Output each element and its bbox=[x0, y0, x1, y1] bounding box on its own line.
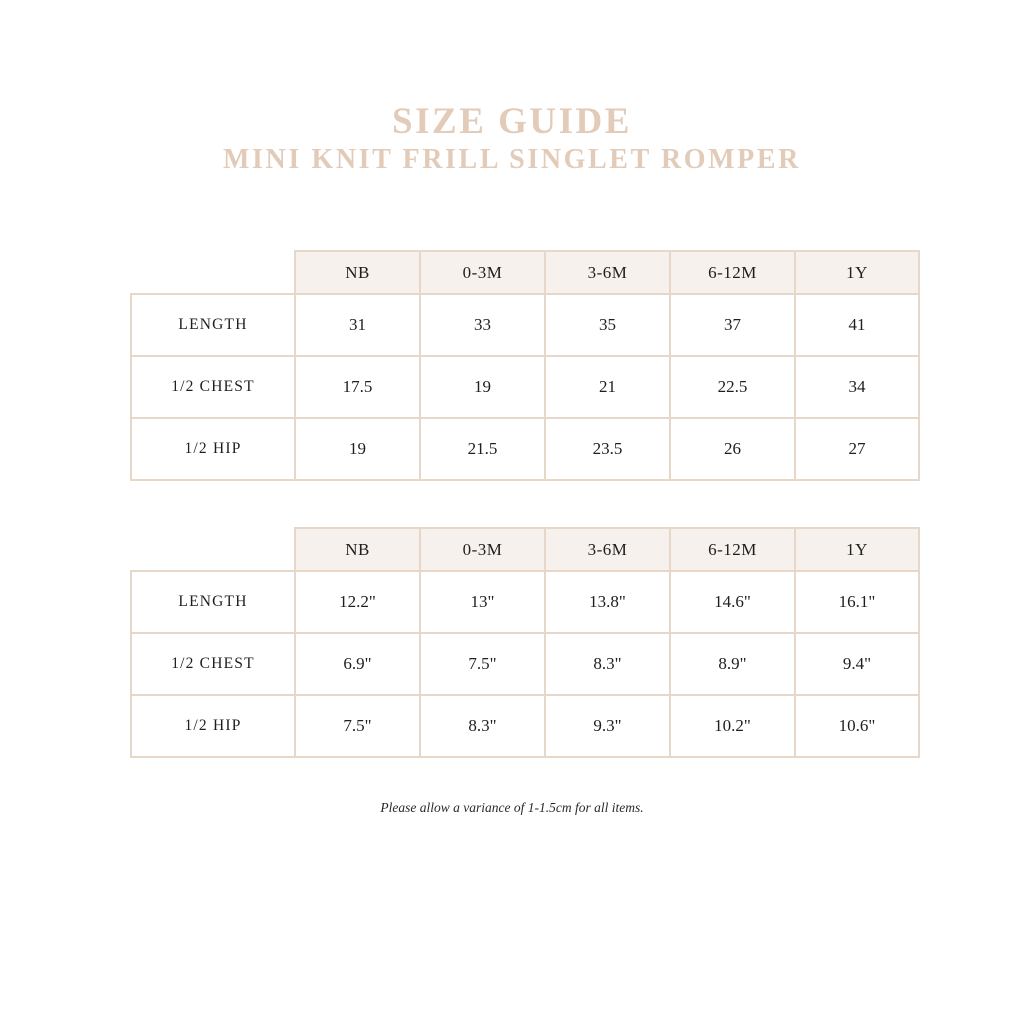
size-header-nb: NB bbox=[295, 528, 420, 571]
size-header-3-6m: 3-6M bbox=[545, 251, 670, 294]
table-cell: 17.5 bbox=[295, 356, 420, 418]
row-label-half-chest: 1/2 CHEST bbox=[131, 356, 295, 418]
table-cell: 7.5" bbox=[420, 633, 545, 695]
table-cell: 7.5" bbox=[295, 695, 420, 757]
table-cell: 35 bbox=[545, 294, 670, 356]
variance-note: Please allow a variance of 1-1.5cm for all items. bbox=[380, 800, 644, 815]
table-cell: 27 bbox=[795, 418, 919, 480]
row-label-length: LENGTH bbox=[131, 571, 295, 633]
size-header-3-6m: 3-6M bbox=[545, 528, 670, 571]
table-cell: 41 bbox=[795, 294, 919, 356]
table-row bbox=[131, 356, 919, 418]
table-cell: 13" bbox=[420, 571, 545, 633]
table-cell: 6.9" bbox=[295, 633, 420, 695]
table-cell: 8.9" bbox=[670, 633, 795, 695]
table-cell: 19 bbox=[295, 418, 420, 480]
table-header-row bbox=[131, 251, 919, 294]
table-cell: 8.3" bbox=[420, 695, 545, 757]
size-header-6-12m: 6-12M bbox=[670, 251, 795, 294]
table-row bbox=[131, 695, 919, 757]
size-header-0-3m: 0-3M bbox=[420, 528, 545, 571]
row-label-half-chest: 1/2 CHEST bbox=[131, 633, 295, 695]
table-cell: 34 bbox=[795, 356, 919, 418]
page-title: SIZE GUIDE bbox=[392, 101, 632, 142]
corner-cell bbox=[131, 528, 295, 571]
table-cell: 26 bbox=[670, 418, 795, 480]
table-cell: 21.5 bbox=[420, 418, 545, 480]
table-row bbox=[131, 633, 919, 695]
table-cell: 37 bbox=[670, 294, 795, 356]
row-label-length: LENGTH bbox=[131, 294, 295, 356]
table-cell: 19 bbox=[420, 356, 545, 418]
size-header-1y: 1Y bbox=[795, 528, 919, 571]
size-header-1y: 1Y bbox=[795, 251, 919, 294]
table-cell: 16.1" bbox=[795, 571, 919, 633]
cm-size-table bbox=[130, 250, 920, 481]
table-cell: 10.6" bbox=[795, 695, 919, 757]
table-cell: 23.5 bbox=[545, 418, 670, 480]
table-row bbox=[131, 571, 919, 633]
table-row bbox=[131, 294, 919, 356]
table-cell: 8.3" bbox=[545, 633, 670, 695]
size-header-6-12m: 6-12M bbox=[670, 528, 795, 571]
size-header-nb: NB bbox=[295, 251, 420, 294]
table-cell: 9.3" bbox=[545, 695, 670, 757]
table-cell: 13.8" bbox=[545, 571, 670, 633]
table-cell: 9.4" bbox=[795, 633, 919, 695]
table-row bbox=[131, 418, 919, 480]
table-cell: 14.6" bbox=[670, 571, 795, 633]
table-cell: 31 bbox=[295, 294, 420, 356]
table-cell: 21 bbox=[545, 356, 670, 418]
corner-cell bbox=[131, 251, 295, 294]
table-cell: 10.2" bbox=[670, 695, 795, 757]
product-name: MINI KNIT FRILL SINGLET ROMPER bbox=[223, 144, 801, 175]
size-header-0-3m: 0-3M bbox=[420, 251, 545, 294]
row-label-half-hip: 1/2 HIP bbox=[131, 695, 295, 757]
table-cell: 22.5 bbox=[670, 356, 795, 418]
table-header-row bbox=[131, 528, 919, 571]
table-cell: 33 bbox=[420, 294, 545, 356]
table-cell: 12.2" bbox=[295, 571, 420, 633]
row-label-half-hip: 1/2 HIP bbox=[131, 418, 295, 480]
inches-size-table bbox=[130, 527, 920, 758]
